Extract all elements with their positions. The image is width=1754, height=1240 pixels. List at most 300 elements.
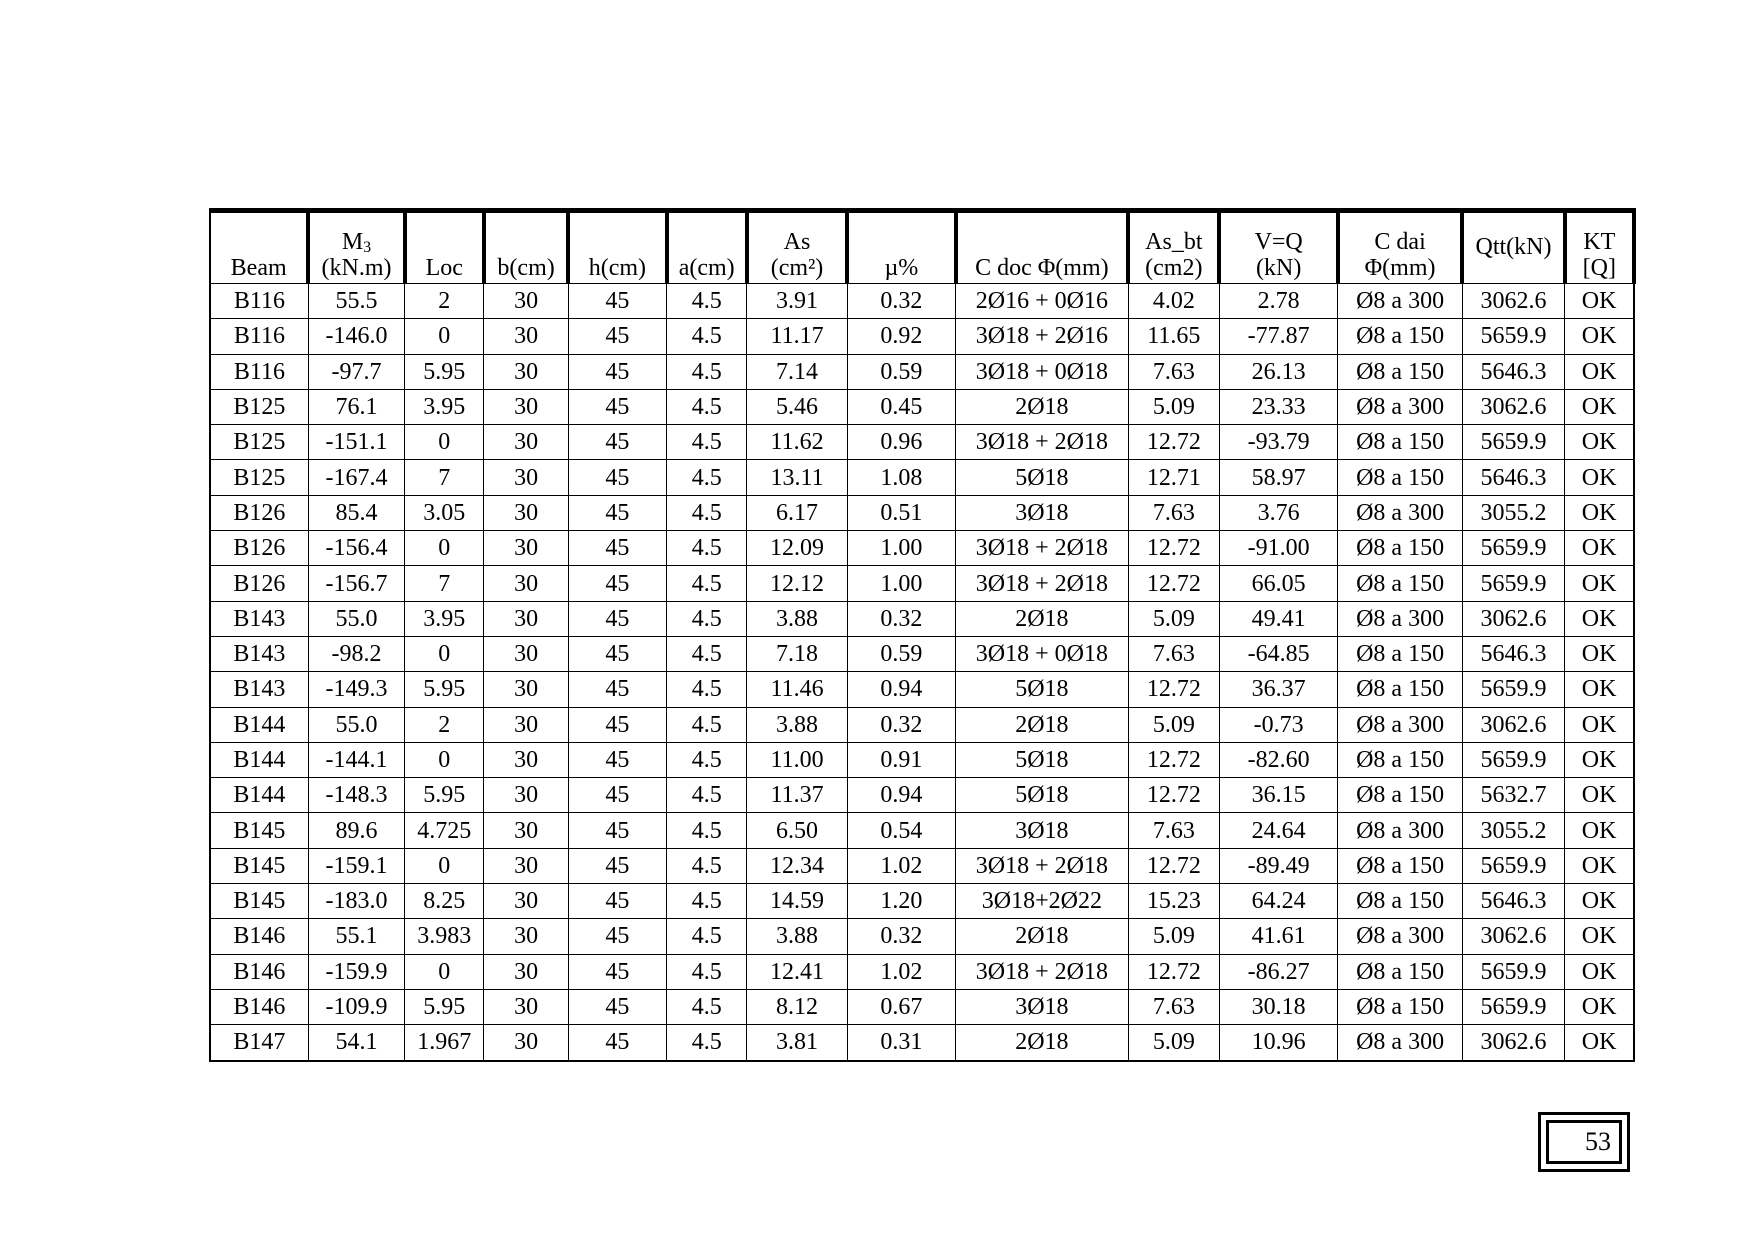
cell-qtt: 3062.6 (1462, 919, 1564, 954)
cell-mu: 0.32 (847, 919, 955, 954)
cell-as-bt: 12.72 (1128, 742, 1219, 777)
table-row (210, 813, 1634, 848)
cell-beam: B116 (210, 354, 308, 389)
cell-m3: -144.1 (308, 742, 404, 777)
table-row (210, 495, 1634, 530)
table-row (210, 460, 1634, 495)
cell-as-bt: 5.09 (1128, 601, 1219, 636)
cell-mu: 0.92 (847, 319, 955, 354)
header-c-dai: C dai Φ(mm) (1338, 211, 1462, 284)
header-v: V=Q (kN) (1219, 211, 1337, 284)
cell-c-dai: Ø8 a 300 (1338, 707, 1462, 742)
cell-v: 2.78 (1219, 284, 1337, 319)
cell-mu: 0.45 (847, 389, 955, 424)
cell-v: -0.73 (1219, 707, 1337, 742)
cell-b: 30 (484, 919, 568, 954)
header-a: a(cm) (667, 211, 747, 284)
cell-c-dai: Ø8 a 150 (1338, 425, 1462, 460)
cell-qtt: 5659.9 (1462, 531, 1564, 566)
cell-mu: 1.00 (847, 531, 955, 566)
cell-mu: 0.31 (847, 1025, 955, 1061)
cell-c-dai: Ø8 a 150 (1338, 848, 1462, 883)
cell-qtt: 5659.9 (1462, 989, 1564, 1024)
cell-as: 3.88 (747, 601, 847, 636)
cell-h: 45 (568, 354, 666, 389)
cell-loc: 5.95 (405, 778, 484, 813)
cell-beam: B146 (210, 919, 308, 954)
cell-mu: 1.08 (847, 460, 955, 495)
table-row (210, 636, 1634, 671)
cell-beam: B143 (210, 672, 308, 707)
cell-kt: OK (1565, 389, 1634, 424)
cell-b: 30 (484, 989, 568, 1024)
cell-v: -93.79 (1219, 425, 1337, 460)
cell-c-doc: 5Ø18 (956, 778, 1129, 813)
cell-qtt: 3055.2 (1462, 813, 1564, 848)
cell-m3: -148.3 (308, 778, 404, 813)
cell-m3: 85.4 (308, 495, 404, 530)
cell-v: -64.85 (1219, 636, 1337, 671)
cell-beam: B125 (210, 389, 308, 424)
cell-v: 41.61 (1219, 919, 1337, 954)
cell-c-doc: 3Ø18 + 0Ø18 (956, 636, 1129, 671)
cell-mu: 0.94 (847, 672, 955, 707)
table-row (210, 354, 1634, 389)
cell-mu: 0.67 (847, 989, 955, 1024)
cell-c-dai: Ø8 a 150 (1338, 566, 1462, 601)
cell-h: 45 (568, 531, 666, 566)
cell-beam: B125 (210, 425, 308, 460)
cell-mu: 1.02 (847, 954, 955, 989)
cell-c-dai: Ø8 a 300 (1338, 813, 1462, 848)
table-row (210, 954, 1634, 989)
cell-h: 45 (568, 884, 666, 919)
cell-c-doc: 3Ø18 + 2Ø18 (956, 425, 1129, 460)
cell-as: 8.12 (747, 989, 847, 1024)
header-as-bt: As_bt (cm2) (1128, 211, 1219, 284)
cell-c-doc: 3Ø18+2Ø22 (956, 884, 1129, 919)
cell-as-bt: 5.09 (1128, 919, 1219, 954)
cell-m3: -156.4 (308, 531, 404, 566)
cell-v: -82.60 (1219, 742, 1337, 777)
cell-beam: B126 (210, 566, 308, 601)
cell-loc: 2 (405, 284, 484, 319)
cell-a: 4.5 (667, 636, 747, 671)
cell-c-doc: 3Ø18 + 2Ø16 (956, 319, 1129, 354)
cell-as-bt: 12.72 (1128, 672, 1219, 707)
cell-as-bt: 12.72 (1128, 425, 1219, 460)
cell-mu: 1.00 (847, 566, 955, 601)
cell-kt: OK (1565, 989, 1634, 1024)
cell-as-bt: 12.72 (1128, 848, 1219, 883)
cell-as: 7.18 (747, 636, 847, 671)
cell-b: 30 (484, 636, 568, 671)
cell-m3: -109.9 (308, 989, 404, 1024)
cell-loc: 3.95 (405, 601, 484, 636)
cell-c-doc: 3Ø18 + 2Ø18 (956, 954, 1129, 989)
table-row (210, 389, 1634, 424)
cell-a: 4.5 (667, 813, 747, 848)
cell-a: 4.5 (667, 460, 747, 495)
cell-m3: -98.2 (308, 636, 404, 671)
cell-kt: OK (1565, 848, 1634, 883)
cell-m3: 76.1 (308, 389, 404, 424)
cell-a: 4.5 (667, 778, 747, 813)
cell-b: 30 (484, 884, 568, 919)
cell-kt: OK (1565, 636, 1634, 671)
table-row (210, 566, 1634, 601)
cell-as: 12.12 (747, 566, 847, 601)
cell-beam: B145 (210, 813, 308, 848)
cell-b: 30 (484, 460, 568, 495)
cell-kt: OK (1565, 495, 1634, 530)
cell-as-bt: 15.23 (1128, 884, 1219, 919)
cell-m3: -167.4 (308, 460, 404, 495)
cell-mu: 0.32 (847, 601, 955, 636)
cell-a: 4.5 (667, 389, 747, 424)
cell-mu: 1.20 (847, 884, 955, 919)
cell-c-doc: 2Ø18 (956, 919, 1129, 954)
cell-qtt: 5646.3 (1462, 460, 1564, 495)
cell-loc: 3.05 (405, 495, 484, 530)
cell-v: 10.96 (1219, 1025, 1337, 1061)
cell-v: 23.33 (1219, 389, 1337, 424)
cell-loc: 2 (405, 707, 484, 742)
cell-a: 4.5 (667, 425, 747, 460)
cell-c-dai: Ø8 a 150 (1338, 531, 1462, 566)
header-qtt: Qtt(kN) (1462, 211, 1564, 284)
table-row (210, 319, 1634, 354)
cell-beam: B146 (210, 954, 308, 989)
cell-v: 64.24 (1219, 884, 1337, 919)
cell-as-bt: 5.09 (1128, 389, 1219, 424)
cell-as-bt: 4.02 (1128, 284, 1219, 319)
cell-as-bt: 12.72 (1128, 566, 1219, 601)
cell-as: 5.46 (747, 389, 847, 424)
header-kt: KT [Q] (1565, 211, 1634, 284)
cell-as: 6.17 (747, 495, 847, 530)
table-row (210, 531, 1634, 566)
cell-mu: 0.59 (847, 636, 955, 671)
cell-b: 30 (484, 531, 568, 566)
cell-h: 45 (568, 636, 666, 671)
cell-loc: 3.983 (405, 919, 484, 954)
cell-as-bt: 12.72 (1128, 531, 1219, 566)
cell-a: 4.5 (667, 1025, 747, 1061)
cell-as: 11.00 (747, 742, 847, 777)
table-row (210, 919, 1634, 954)
cell-qtt: 5646.3 (1462, 884, 1564, 919)
table-header-row (210, 211, 1634, 284)
cell-beam: B116 (210, 284, 308, 319)
cell-h: 45 (568, 954, 666, 989)
cell-qtt: 5659.9 (1462, 319, 1564, 354)
cell-h: 45 (568, 707, 666, 742)
cell-qtt: 5659.9 (1462, 742, 1564, 777)
cell-qtt: 3062.6 (1462, 707, 1564, 742)
cell-c-doc: 3Ø18 + 2Ø18 (956, 848, 1129, 883)
header-loc: Loc (405, 211, 484, 284)
cell-c-dai: Ø8 a 150 (1338, 460, 1462, 495)
cell-mu: 0.32 (847, 707, 955, 742)
cell-b: 30 (484, 813, 568, 848)
cell-qtt: 3062.6 (1462, 601, 1564, 636)
cell-as: 11.37 (747, 778, 847, 813)
cell-beam: B144 (210, 778, 308, 813)
cell-m3: -146.0 (308, 319, 404, 354)
cell-a: 4.5 (667, 601, 747, 636)
cell-kt: OK (1565, 1025, 1634, 1061)
cell-m3: 55.0 (308, 707, 404, 742)
cell-c-doc: 3Ø18 (956, 813, 1129, 848)
header-mu: µ% (847, 211, 955, 284)
cell-as-bt: 12.71 (1128, 460, 1219, 495)
cell-as: 3.88 (747, 707, 847, 742)
cell-kt: OK (1565, 354, 1634, 389)
cell-kt: OK (1565, 778, 1634, 813)
cell-h: 45 (568, 989, 666, 1024)
cell-c-doc: 5Ø18 (956, 742, 1129, 777)
cell-m3: 55.0 (308, 601, 404, 636)
cell-b: 30 (484, 672, 568, 707)
cell-h: 45 (568, 460, 666, 495)
cell-kt: OK (1565, 707, 1634, 742)
cell-b: 30 (484, 354, 568, 389)
cell-h: 45 (568, 319, 666, 354)
cell-c-doc: 2Ø16 + 0Ø16 (956, 284, 1129, 319)
cell-as: 3.91 (747, 284, 847, 319)
cell-mu: 0.51 (847, 495, 955, 530)
cell-qtt: 3062.6 (1462, 1025, 1564, 1061)
cell-kt: OK (1565, 954, 1634, 989)
cell-a: 4.5 (667, 989, 747, 1024)
cell-loc: 5.95 (405, 672, 484, 707)
cell-beam: B125 (210, 460, 308, 495)
cell-c-doc: 2Ø18 (956, 707, 1129, 742)
cell-as: 12.34 (747, 848, 847, 883)
cell-c-dai: Ø8 a 300 (1338, 919, 1462, 954)
cell-loc: 0 (405, 742, 484, 777)
cell-as-bt: 7.63 (1128, 989, 1219, 1024)
header-beam: Beam (210, 211, 308, 284)
cell-as: 12.09 (747, 531, 847, 566)
cell-v: 36.37 (1219, 672, 1337, 707)
table-row (210, 1025, 1634, 1061)
table-row (210, 672, 1634, 707)
cell-a: 4.5 (667, 848, 747, 883)
cell-v: 3.76 (1219, 495, 1337, 530)
cell-h: 45 (568, 1025, 666, 1061)
cell-h: 45 (568, 848, 666, 883)
cell-as: 11.62 (747, 425, 847, 460)
cell-c-doc: 2Ø18 (956, 389, 1129, 424)
cell-beam: B126 (210, 531, 308, 566)
cell-as-bt: 11.65 (1128, 319, 1219, 354)
cell-a: 4.5 (667, 531, 747, 566)
table-body (210, 284, 1634, 1061)
cell-b: 30 (484, 742, 568, 777)
table-row (210, 778, 1634, 813)
cell-c-dai: Ø8 a 300 (1338, 284, 1462, 319)
cell-as-bt: 7.63 (1128, 495, 1219, 530)
cell-beam: B144 (210, 742, 308, 777)
cell-a: 4.5 (667, 742, 747, 777)
cell-c-dai: Ø8 a 150 (1338, 319, 1462, 354)
cell-h: 45 (568, 813, 666, 848)
table-row (210, 601, 1634, 636)
cell-m3: 54.1 (308, 1025, 404, 1061)
cell-b: 30 (484, 566, 568, 601)
cell-as: 11.46 (747, 672, 847, 707)
cell-qtt: 5659.9 (1462, 566, 1564, 601)
cell-m3: 89.6 (308, 813, 404, 848)
cell-qtt: 5659.9 (1462, 425, 1564, 460)
cell-b: 30 (484, 284, 568, 319)
cell-h: 45 (568, 284, 666, 319)
cell-m3: 55.1 (308, 919, 404, 954)
cell-loc: 0 (405, 425, 484, 460)
cell-beam: B116 (210, 319, 308, 354)
table-row (210, 284, 1634, 319)
cell-v: 30.18 (1219, 989, 1337, 1024)
cell-a: 4.5 (667, 672, 747, 707)
cell-as: 14.59 (747, 884, 847, 919)
cell-b: 30 (484, 601, 568, 636)
cell-loc: 4.725 (405, 813, 484, 848)
cell-m3: -159.1 (308, 848, 404, 883)
table-row (210, 742, 1634, 777)
cell-as-bt: 7.63 (1128, 636, 1219, 671)
cell-b: 30 (484, 1025, 568, 1061)
cell-c-doc: 3Ø18 (956, 989, 1129, 1024)
cell-b: 30 (484, 848, 568, 883)
cell-kt: OK (1565, 601, 1634, 636)
cell-loc: 5.95 (405, 354, 484, 389)
cell-a: 4.5 (667, 707, 747, 742)
cell-a: 4.5 (667, 354, 747, 389)
cell-c-dai: Ø8 a 150 (1338, 884, 1462, 919)
header-as: As (cm²) (747, 211, 847, 284)
cell-h: 45 (568, 389, 666, 424)
header-b: b(cm) (484, 211, 568, 284)
cell-c-doc: 3Ø18 + 2Ø18 (956, 566, 1129, 601)
cell-c-dai: Ø8 a 150 (1338, 742, 1462, 777)
cell-loc: 8.25 (405, 884, 484, 919)
table-row (210, 884, 1634, 919)
cell-c-dai: Ø8 a 300 (1338, 1025, 1462, 1061)
page-number: 53 (1546, 1120, 1622, 1164)
cell-m3: -183.0 (308, 884, 404, 919)
cell-mu: 0.32 (847, 284, 955, 319)
cell-as-bt: 5.09 (1128, 1025, 1219, 1061)
cell-mu: 1.02 (847, 848, 955, 883)
cell-as: 3.81 (747, 1025, 847, 1061)
cell-as-bt: 5.09 (1128, 707, 1219, 742)
cell-mu: 0.91 (847, 742, 955, 777)
cell-mu: 0.94 (847, 778, 955, 813)
cell-v: 66.05 (1219, 566, 1337, 601)
cell-qtt: 5659.9 (1462, 672, 1564, 707)
cell-h: 45 (568, 778, 666, 813)
cell-v: -89.49 (1219, 848, 1337, 883)
cell-v: 26.13 (1219, 354, 1337, 389)
cell-a: 4.5 (667, 954, 747, 989)
cell-c-dai: Ø8 a 150 (1338, 954, 1462, 989)
cell-v: 49.41 (1219, 601, 1337, 636)
cell-kt: OK (1565, 460, 1634, 495)
cell-mu: 0.59 (847, 354, 955, 389)
cell-as: 12.41 (747, 954, 847, 989)
cell-c-dai: Ø8 a 300 (1338, 495, 1462, 530)
cell-h: 45 (568, 919, 666, 954)
cell-qtt: 5646.3 (1462, 354, 1564, 389)
cell-c-doc: 2Ø18 (956, 1025, 1129, 1061)
cell-loc: 0 (405, 531, 484, 566)
cell-beam: B145 (210, 884, 308, 919)
cell-kt: OK (1565, 742, 1634, 777)
cell-beam: B147 (210, 1025, 308, 1061)
cell-beam: B143 (210, 601, 308, 636)
cell-a: 4.5 (667, 919, 747, 954)
cell-c-doc: 3Ø18 (956, 495, 1129, 530)
cell-qtt: 5646.3 (1462, 636, 1564, 671)
cell-loc: 7 (405, 566, 484, 601)
cell-c-dai: Ø8 a 150 (1338, 778, 1462, 813)
cell-v: -86.27 (1219, 954, 1337, 989)
cell-loc: 0 (405, 319, 484, 354)
cell-kt: OK (1565, 813, 1634, 848)
cell-b: 30 (484, 707, 568, 742)
cell-b: 30 (484, 425, 568, 460)
cell-c-dai: Ø8 a 300 (1338, 389, 1462, 424)
cell-as: 11.17 (747, 319, 847, 354)
cell-qtt: 3062.6 (1462, 284, 1564, 319)
cell-c-doc: 5Ø18 (956, 460, 1129, 495)
cell-m3: -97.7 (308, 354, 404, 389)
cell-beam: B144 (210, 707, 308, 742)
cell-kt: OK (1565, 919, 1634, 954)
cell-qtt: 5632.7 (1462, 778, 1564, 813)
cell-c-doc: 2Ø18 (956, 601, 1129, 636)
cell-h: 45 (568, 742, 666, 777)
cell-as: 7.14 (747, 354, 847, 389)
cell-b: 30 (484, 389, 568, 424)
cell-as: 13.11 (747, 460, 847, 495)
cell-c-doc: 3Ø18 + 2Ø18 (956, 531, 1129, 566)
cell-h: 45 (568, 601, 666, 636)
cell-loc: 7 (405, 460, 484, 495)
cell-h: 45 (568, 495, 666, 530)
cell-m3: -149.3 (308, 672, 404, 707)
table-row (210, 989, 1634, 1024)
cell-h: 45 (568, 672, 666, 707)
cell-v: -77.87 (1219, 319, 1337, 354)
cell-b: 30 (484, 319, 568, 354)
cell-m3: -151.1 (308, 425, 404, 460)
cell-c-dai: Ø8 a 150 (1338, 636, 1462, 671)
cell-c-doc: 3Ø18 + 0Ø18 (956, 354, 1129, 389)
cell-h: 45 (568, 425, 666, 460)
header-m3: $M_3$ (kN.m) (308, 211, 404, 284)
cell-kt: OK (1565, 284, 1634, 319)
cell-h: 45 (568, 566, 666, 601)
cell-a: 4.5 (667, 319, 747, 354)
cell-m3: 55.5 (308, 284, 404, 319)
cell-as: 6.50 (747, 813, 847, 848)
cell-kt: OK (1565, 531, 1634, 566)
cell-loc: 0 (405, 636, 484, 671)
cell-a: 4.5 (667, 884, 747, 919)
